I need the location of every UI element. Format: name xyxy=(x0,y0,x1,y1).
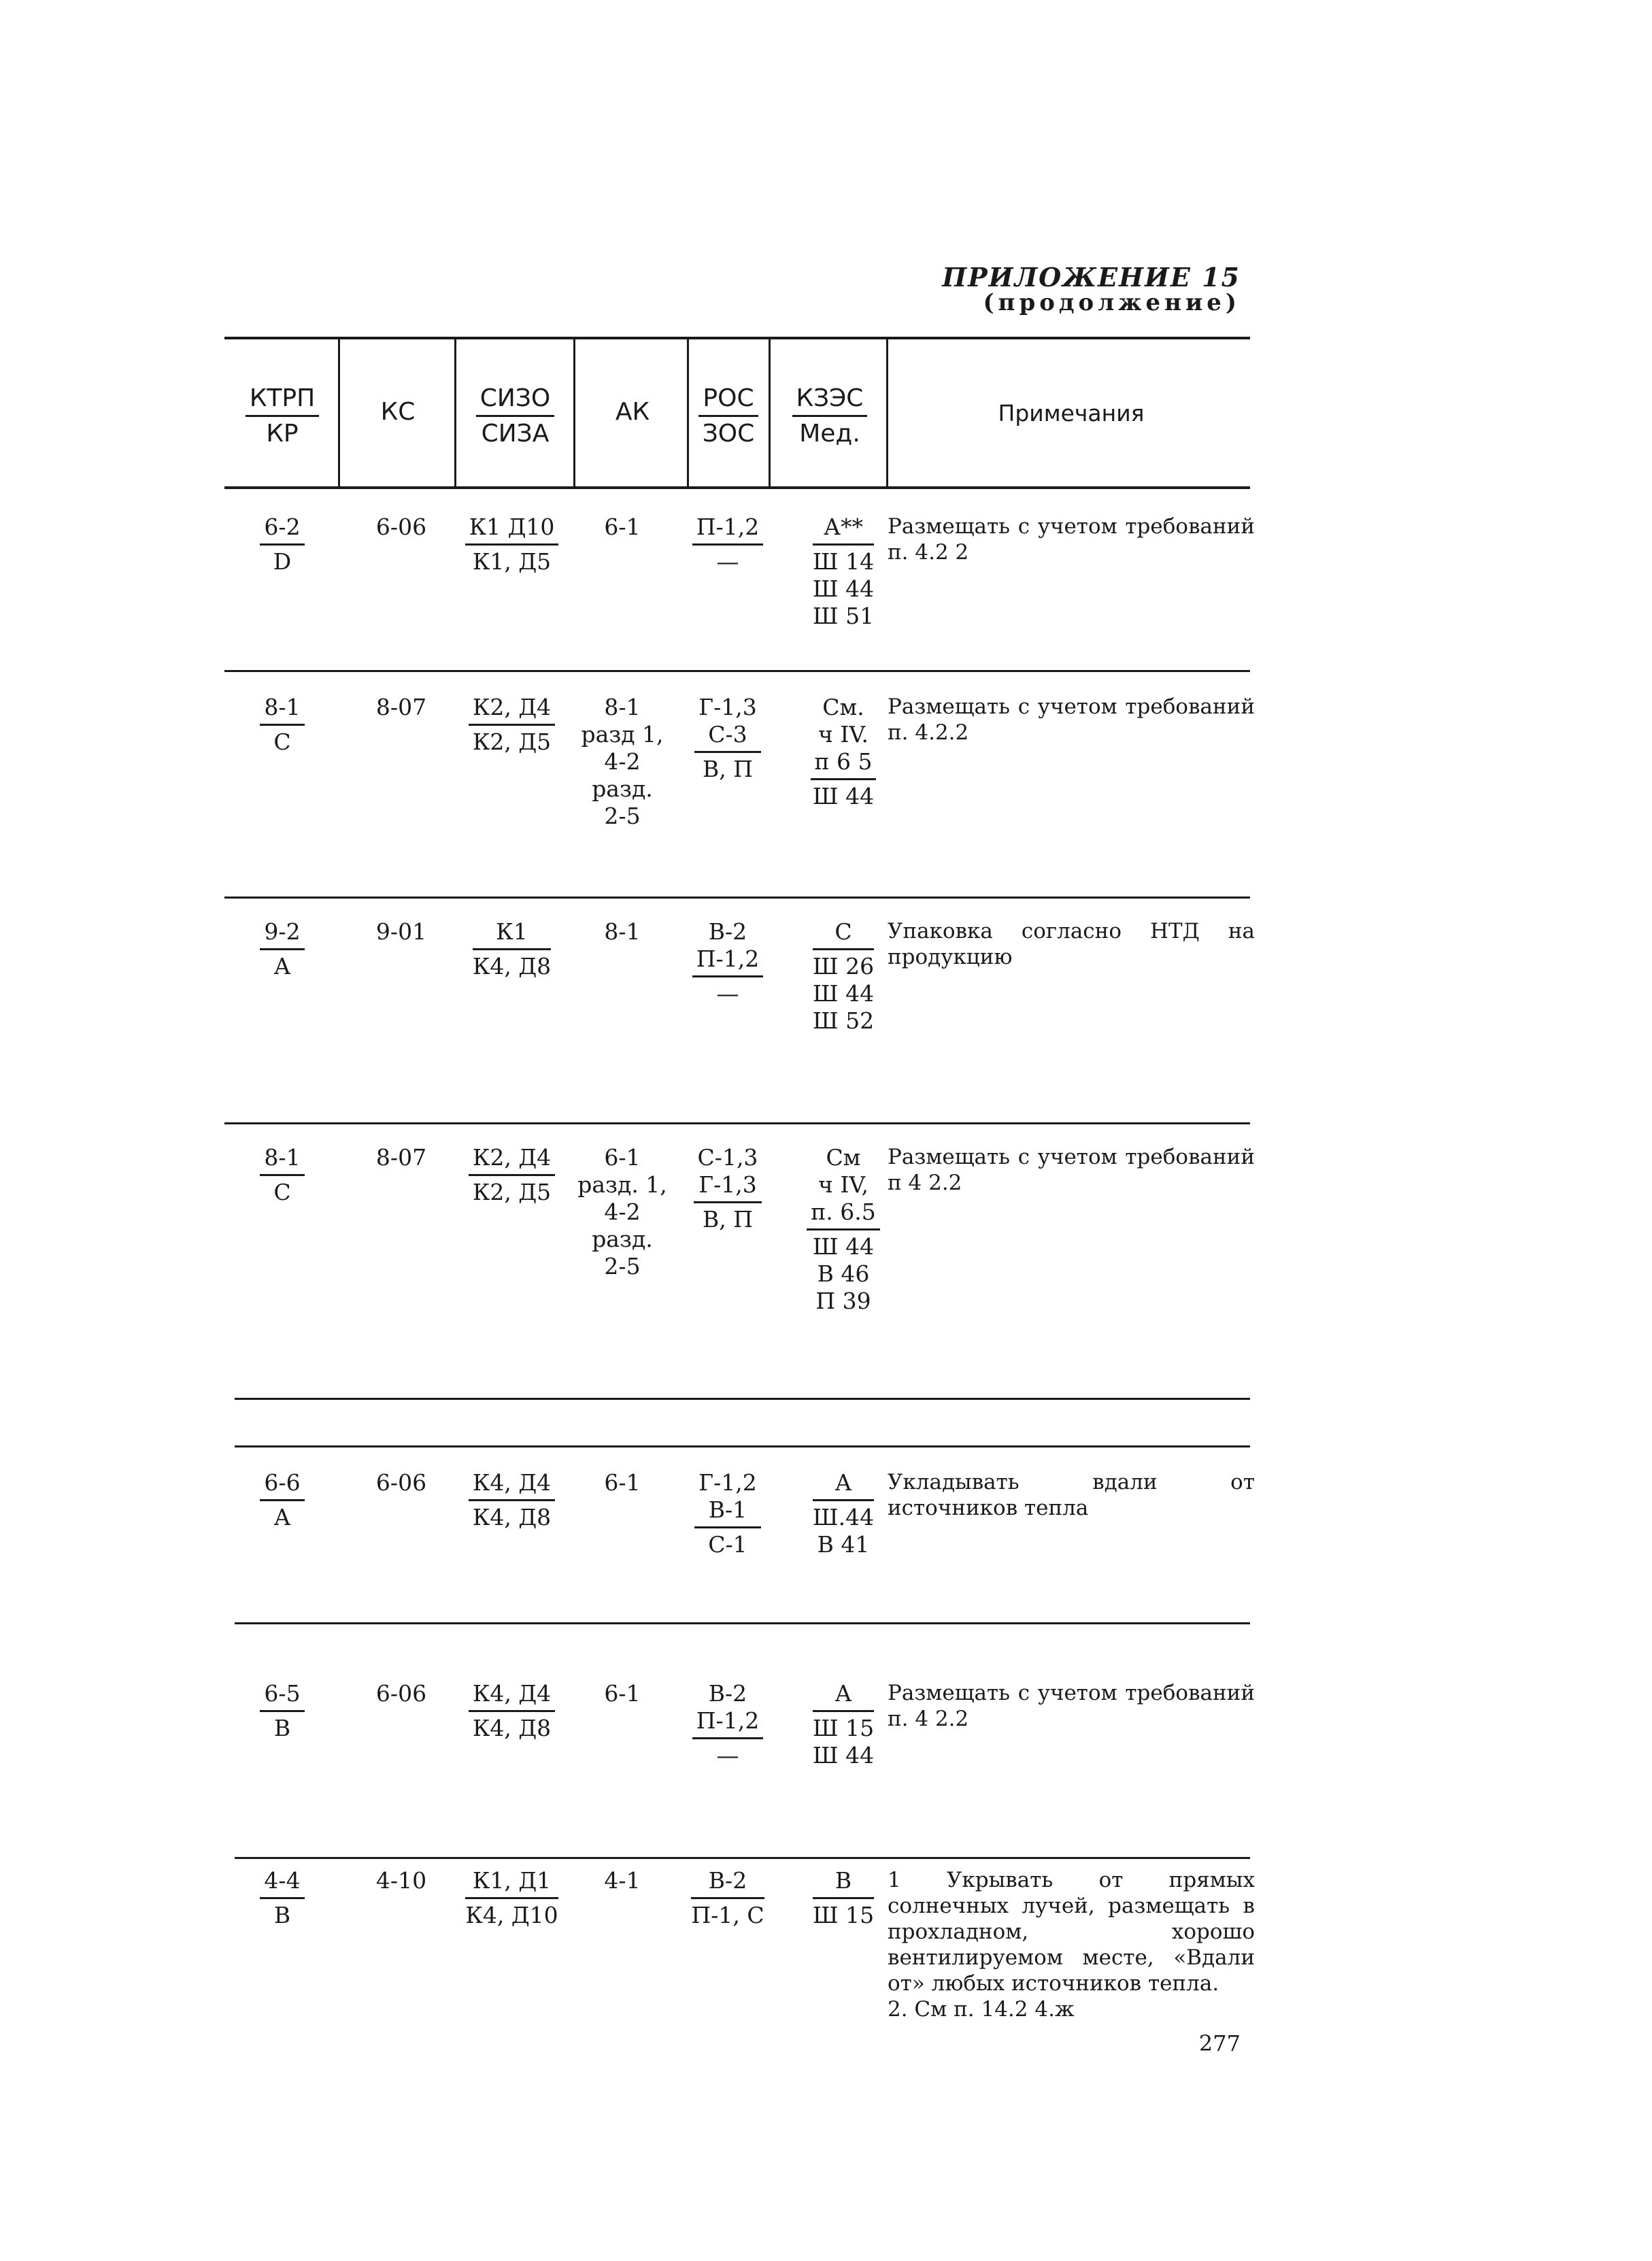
med-line: Ш 15 xyxy=(812,1715,875,1741)
siza-value: К2, Д5 xyxy=(472,1179,552,1205)
kzes-line: А** xyxy=(823,514,863,540)
ak-line: 6-1 xyxy=(604,1680,641,1707)
ros-zos-fraction xyxy=(691,1867,764,1929)
med-values xyxy=(813,1501,874,1558)
ktrp-value: 8-1 xyxy=(260,694,304,726)
sizo-value: К2, Д4 xyxy=(469,1144,555,1176)
note-paragraph: Размещать с учетом требований п 4 2.2 xyxy=(888,1145,1255,1195)
col-header-ak: АК xyxy=(615,398,650,426)
siza-value: К4, Д8 xyxy=(472,1715,552,1741)
ak-line: 6-1 xyxy=(604,514,641,540)
note-text xyxy=(888,1867,1255,2022)
ak-line: 6-1 xyxy=(604,1469,641,1496)
kzes-values xyxy=(811,694,877,780)
ak-cell xyxy=(571,1680,673,1707)
sizo-value: К1 xyxy=(473,918,551,950)
kzes-values xyxy=(813,514,874,546)
ak-line: 6-1 xyxy=(604,1144,641,1171)
ak-line: 4-2 xyxy=(604,1199,641,1225)
ros-zos-fraction xyxy=(694,1469,760,1558)
page-number: 277 xyxy=(1198,2030,1241,2056)
med-line: Ш 44 xyxy=(812,575,875,602)
med-line: Ш 44 xyxy=(812,980,875,1007)
med-line: Ш 26 xyxy=(812,953,875,979)
ktrp-value: 6-6 xyxy=(260,1469,304,1501)
ktrp-kr-cell xyxy=(235,694,330,756)
ros-zos-cell xyxy=(684,918,772,1007)
ak-cell xyxy=(571,1867,673,1894)
appendix-title: ПРИЛОЖЕНИЕ 15 xyxy=(942,262,1241,292)
sizo-siza-cell xyxy=(452,694,571,756)
zos-values xyxy=(691,1899,764,1929)
row-separator xyxy=(235,1622,1250,1624)
ak-cell xyxy=(571,918,673,945)
note-text xyxy=(888,694,1255,746)
ros-line: В-2 xyxy=(708,1680,747,1707)
note-paragraph: 1 Укрывать от прямых солнечных лучей, размещать в прохладном, хорошо вентилируемом месте, «Вдали от» любых источников тепла. xyxy=(888,1868,1255,1996)
ktrp-value: 9-2 xyxy=(260,918,304,950)
siza-value: К4, Д10 xyxy=(465,1902,558,1928)
zos-line: П-1, С xyxy=(691,1902,764,1928)
zos-line: С-1 xyxy=(708,1531,747,1558)
kzes-med-cell xyxy=(799,694,888,810)
kr-value: А xyxy=(273,953,291,979)
ktrp-kr-fraction xyxy=(260,514,304,575)
ak-line: разд. xyxy=(592,1226,653,1252)
ros-line: С-3 xyxy=(708,721,747,748)
kzes-med-fraction xyxy=(813,1680,874,1769)
ktrp-kr-fraction xyxy=(260,1867,304,1929)
sizo-value: К4, Д4 xyxy=(469,1469,555,1501)
ktrp-kr-cell xyxy=(235,1680,330,1742)
ktrp-kr-cell xyxy=(235,1469,330,1531)
ak-cell xyxy=(571,1144,673,1280)
column-divider xyxy=(687,337,689,486)
kzes-line: ч IV. xyxy=(818,721,869,748)
ros-values xyxy=(692,1680,763,1739)
ros-line: В-1 xyxy=(708,1496,747,1523)
siza-value: К4, Д8 xyxy=(472,1504,552,1530)
sizo-siza-cell xyxy=(452,1144,571,1206)
kr-value: С xyxy=(273,728,291,755)
med-line: Ш 14 xyxy=(812,548,875,575)
med-values xyxy=(811,780,877,810)
ak-line: 2-5 xyxy=(604,803,641,829)
row-separator xyxy=(224,670,1250,672)
kzes-values xyxy=(813,1680,874,1712)
sizo-siza-cell xyxy=(452,1469,571,1531)
ros-line: В-2 xyxy=(708,1867,747,1894)
kzes-values xyxy=(807,1144,879,1230)
kzes-med-fraction xyxy=(811,694,877,810)
kzes-line: А xyxy=(835,1469,852,1496)
ak-cell xyxy=(571,1469,673,1496)
kzes-med-cell xyxy=(799,1144,888,1315)
kr-value: В xyxy=(273,1902,291,1928)
ks-value: 9-01 xyxy=(375,918,427,945)
ak-line: 8-1 xyxy=(604,918,641,945)
ktrp-kr-cell xyxy=(235,1867,330,1929)
kzes-med-fraction xyxy=(813,1867,874,1929)
ktrp-kr-cell xyxy=(235,1144,330,1206)
kzes-med-cell xyxy=(799,1680,888,1769)
kzes-line: С xyxy=(835,918,852,945)
note-paragraph: Размещать с учетом требований п. 4 2.2 xyxy=(888,1681,1255,1731)
sizo-siza-cell xyxy=(452,918,571,980)
ros-zos-cell xyxy=(684,514,772,575)
sizo-siza-fraction xyxy=(469,694,555,756)
ros-values xyxy=(692,514,763,546)
ktrp-value: 6-5 xyxy=(260,1680,304,1712)
ks-value: 6-06 xyxy=(375,1469,427,1496)
ros-zos-fraction xyxy=(692,514,763,575)
kzes-med-fraction xyxy=(813,918,874,1035)
med-values xyxy=(807,1230,879,1315)
zos-values xyxy=(692,977,763,1007)
note-text xyxy=(888,918,1255,970)
row-separator xyxy=(224,897,1250,899)
ros-line: Г-1,3 xyxy=(698,694,757,720)
ros-line: Г-1,3 xyxy=(698,1171,757,1198)
ktrp-value: 4-4 xyxy=(260,1867,304,1899)
note-paragraph: Упаковка согласно НТД на продукцию xyxy=(888,919,1255,969)
sizo-siza-fraction xyxy=(465,514,559,575)
med-line: Ш 15 xyxy=(812,1902,875,1928)
sizo-siza-fraction xyxy=(469,1144,555,1206)
note-paragraph: Размещать с учетом требований п. 4.2.2 xyxy=(888,694,1255,745)
kzes-line: п. 6.5 xyxy=(811,1199,876,1225)
kzes-med-fraction xyxy=(813,514,874,630)
ak-line: 4-1 xyxy=(604,1867,641,1894)
sizo-siza-cell xyxy=(452,1680,571,1742)
zos-line: — xyxy=(716,1742,739,1769)
ros-line: В-2 xyxy=(708,918,747,945)
kzes-values xyxy=(813,1867,874,1899)
ak-line: разд. 1, xyxy=(577,1171,667,1198)
siza-value: К4, Д8 xyxy=(472,953,552,979)
kzes-line: п 6 5 xyxy=(814,748,873,775)
kzes-med-fraction xyxy=(813,1469,874,1558)
ak-line: 2-5 xyxy=(604,1253,641,1279)
ktrp-kr-fraction xyxy=(260,1469,304,1531)
row-separator xyxy=(224,1122,1250,1124)
ros-values xyxy=(691,1867,764,1899)
med-line: Ш.44 xyxy=(812,1504,875,1530)
siza-value: К2, Д5 xyxy=(472,728,552,755)
col-header-ros: $\frac{\text{РОС}}{\text{ЗОС}}$ xyxy=(690,384,766,448)
sizo-siza-fraction xyxy=(465,1867,558,1929)
ktrp-kr-fraction xyxy=(260,1144,304,1206)
kzes-med-cell xyxy=(799,1867,888,1929)
kzes-line: ч IV, xyxy=(818,1171,869,1198)
kr-value: А xyxy=(273,1504,291,1530)
note-text xyxy=(888,1144,1255,1196)
column-divider xyxy=(573,337,575,486)
note-paragraph: Укладывать вдали от источников тепла xyxy=(888,1470,1255,1520)
note-text xyxy=(888,1469,1255,1521)
ks-value: 8-07 xyxy=(375,694,427,720)
note-paragraph: Размещать с учетом требований п. 4.2 2 xyxy=(888,514,1255,565)
col-header-kzes: $\frac{\text{КЗЭС}}{\text{Мед.}}$ xyxy=(775,384,884,448)
zos-line: В, П xyxy=(702,756,753,782)
row-separator xyxy=(235,1445,1250,1447)
zos-line: В, П xyxy=(702,1206,753,1233)
zos-line: — xyxy=(716,980,739,1007)
kzes-med-cell xyxy=(799,918,888,1035)
ros-zos-cell xyxy=(684,1867,772,1929)
siza-value: К1, Д5 xyxy=(472,548,552,575)
zos-values xyxy=(692,1739,763,1769)
kzes-values xyxy=(813,918,874,950)
sizo-value: К1, Д1 xyxy=(465,1867,558,1899)
ktrp-kr-fraction xyxy=(260,694,304,756)
column-divider xyxy=(338,337,340,486)
sizo-value: К4, Д4 xyxy=(469,1680,555,1712)
med-line: Ш 52 xyxy=(812,1007,875,1034)
col-header-sizo: $\frac{\text{СИЗО}}{\text{СИЗА}}$ xyxy=(462,384,568,448)
med-line: Ш 51 xyxy=(812,603,875,629)
sizo-value: К2, Д4 xyxy=(469,694,555,726)
ros-zos-fraction xyxy=(692,918,763,1007)
kzes-med-cell xyxy=(799,514,888,630)
med-values xyxy=(813,1899,874,1929)
zos-values xyxy=(694,753,760,783)
med-line: Ш 44 xyxy=(812,1742,875,1769)
ak-line: разд. xyxy=(592,775,653,802)
ros-line: Г-1,2 xyxy=(698,1469,757,1496)
ros-line: П-1,2 xyxy=(696,1707,760,1734)
column-divider xyxy=(769,337,771,486)
ktrp-kr-fraction xyxy=(260,1680,304,1742)
col-header-notes: Примечания xyxy=(998,400,1145,426)
ks-value: 4-10 xyxy=(375,1867,427,1894)
ak-line: 8-1 xyxy=(604,694,641,720)
ktrp-kr-cell xyxy=(235,514,330,575)
kzes-line: А xyxy=(835,1680,852,1707)
sizo-siza-cell xyxy=(452,1867,571,1929)
col-header-ktrp: $\frac{\text{КТРП}}{КР}$ xyxy=(231,384,333,448)
ros-values xyxy=(694,1144,762,1203)
appendix-subtitle: (продолжение) xyxy=(983,289,1241,316)
ros-line: П-1,2 xyxy=(696,945,760,972)
ak-cell xyxy=(571,514,673,541)
ak-cell xyxy=(571,694,673,830)
note-text xyxy=(888,1680,1255,1732)
ros-line: С-1,3 xyxy=(697,1144,758,1171)
ks-value: 6-06 xyxy=(375,1680,427,1707)
kzes-med-fraction xyxy=(807,1144,879,1315)
sizo-siza-fraction xyxy=(469,1469,555,1531)
ros-zos-cell xyxy=(684,1680,772,1769)
med-line: В 41 xyxy=(817,1531,870,1558)
med-line: Ш 44 xyxy=(812,783,875,809)
sizo-siza-cell xyxy=(452,514,571,575)
ktrp-value: 8-1 xyxy=(260,1144,304,1176)
kr-value: С xyxy=(273,1179,291,1205)
ak-line: разд 1, xyxy=(581,721,664,748)
note-paragraph: 2. См п. 14.2 4.ж xyxy=(888,1997,1075,2022)
ktrp-value: 6-2 xyxy=(260,514,304,546)
zos-values xyxy=(692,546,763,575)
med-line: В 46 xyxy=(817,1260,870,1287)
ros-values xyxy=(694,1469,760,1528)
kzes-med-cell xyxy=(799,1469,888,1558)
row-separator xyxy=(235,1398,1250,1400)
sizo-siza-fraction xyxy=(469,1680,555,1742)
ros-zos-fraction xyxy=(694,1144,762,1233)
ros-zos-fraction xyxy=(692,1680,763,1769)
sizo-value: К1 Д10 xyxy=(465,514,559,546)
med-values xyxy=(813,950,874,1035)
kzes-line: См. xyxy=(822,694,864,720)
kzes-line: В xyxy=(835,1867,852,1894)
column-divider xyxy=(886,337,888,486)
row-separator xyxy=(235,1857,1250,1859)
med-line: П 39 xyxy=(815,1288,871,1314)
kzes-values xyxy=(813,1469,874,1501)
zos-values xyxy=(694,1203,762,1233)
ros-zos-fraction xyxy=(694,694,760,783)
zos-values xyxy=(694,1528,760,1558)
ktrp-kr-cell xyxy=(235,918,330,980)
med-line: Ш 44 xyxy=(812,1233,875,1260)
zos-line: — xyxy=(716,548,739,575)
note-text xyxy=(888,514,1255,565)
ros-zos-cell xyxy=(684,694,772,783)
ktrp-kr-fraction xyxy=(260,918,304,980)
sizo-siza-fraction xyxy=(473,918,551,980)
ak-line: 4-2 xyxy=(604,748,641,775)
ks-value: 8-07 xyxy=(375,1144,427,1171)
ros-line: П-1,2 xyxy=(696,514,760,540)
med-values xyxy=(813,546,874,630)
ros-values xyxy=(694,694,760,753)
table-top-rule xyxy=(224,337,1250,339)
kr-value: D xyxy=(273,548,292,575)
col-header-ks: КС xyxy=(380,398,416,426)
ros-zos-cell xyxy=(684,1469,772,1558)
kzes-line: См xyxy=(826,1144,861,1171)
med-values xyxy=(813,1712,874,1769)
kr-value: В xyxy=(273,1715,291,1741)
ros-zos-cell xyxy=(684,1144,772,1233)
column-divider xyxy=(454,337,456,486)
ks-value: 6-06 xyxy=(375,514,427,540)
ros-values xyxy=(692,918,763,977)
table-header-bottom-rule xyxy=(224,486,1250,489)
